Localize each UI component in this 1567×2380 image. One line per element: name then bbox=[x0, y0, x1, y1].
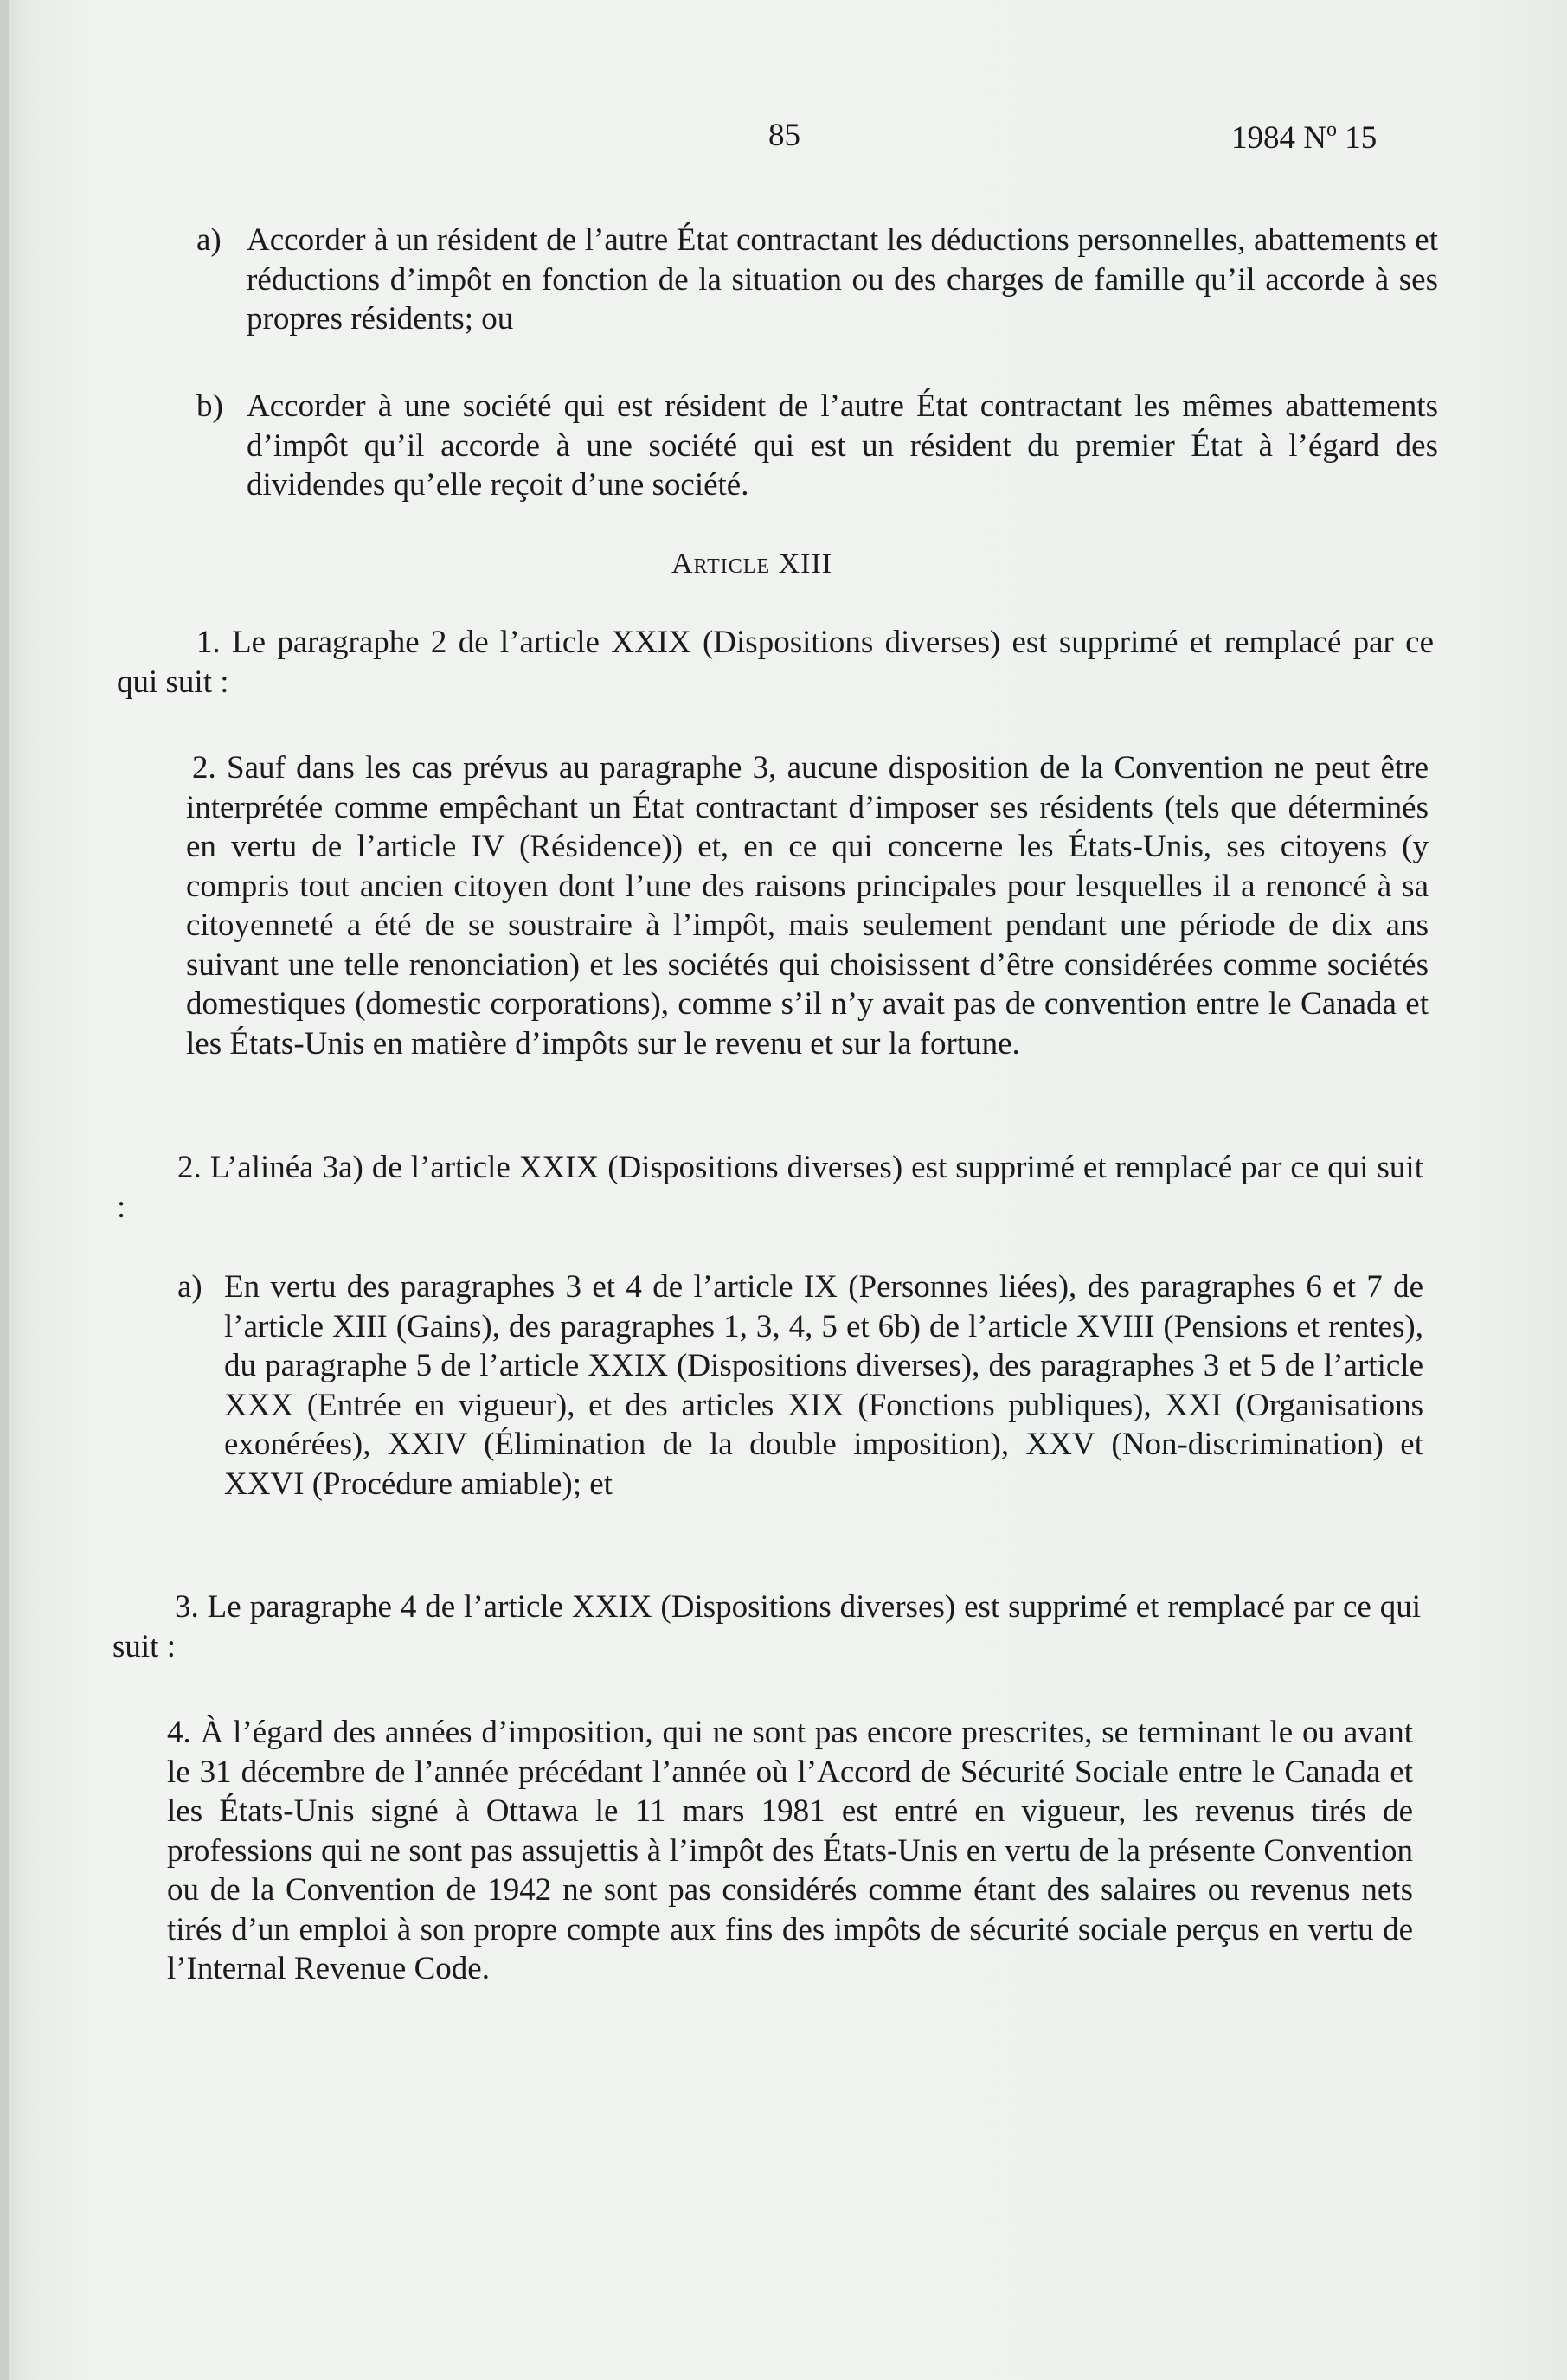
list-item bbox=[196, 387, 1438, 505]
header-issue bbox=[1231, 119, 1377, 154]
header-number-label: N bbox=[1303, 120, 1326, 156]
item-label: a) bbox=[196, 222, 222, 258]
item-text: Accorder à un résident de l’autre État contractant les déductions personnelles, abattements et réductions d’impôt en fonction de la situation ou des charges de famille qu’il accorde à ses propres résidents; ou bbox=[247, 222, 1438, 337]
item-text: Accorder à une société qui est résident de l’autre État contractant les mêmes abattements d’impôt qu’il accorde à une société qui est un résident du premier État à l’égard des dividendes qu’elle reçoit d’une société. bbox=[247, 388, 1438, 503]
paragraph-5: 4. À l’égard des années d’imposition, qui ne sont pas encore prescrites, se terminant le ou avant le 31 décembre de l’année précédant l’année où l’Accord de Sécurité Sociale entre le Canada et les États-Unis signé à Ottawa le 11 mars 1981 est entré en vigueur, les revenus tirés de professions qui ne sont pas assujettis à l’impôt des États-Unis en vertu de la présente Convention ou de la Convention de 1942 ne sont pas considérés comme étant des salaires ou revenus nets tirés d’un emploi à son propre compte aux fins des impôts de sécurité sociale perçus en vertu de l’Internal Revenue Code. bbox=[167, 1715, 1413, 1986]
paragraph-4: 3. Le paragraphe 4 de l’article XXIX (Dispositions diverses) est supprimé et remplacé par ce qui suit : bbox=[112, 1589, 1421, 1665]
header-number-sup: o bbox=[1326, 119, 1337, 141]
article-heading: Article XIII bbox=[671, 548, 833, 580]
item-label: a) bbox=[177, 1269, 202, 1305]
item-text: En vertu des paragraphes 3 et 4 de l’article IX (Personnes liées), des paragraphes 6 et 7 de l’article XIII (Gains), des paragraphes 1, 3, 4, 5 et 6b) de l’article XVIII (Pensions et rentes), du paragraphe 5 de l’article XXIX (Dispositions diverses), des paragraphes 3 et 5 de l’article XXX (Entrée en vigueur), et des articles XIX (Fonctions publiques), XXI (Organisations exonérées), XXIV (Élimination de la double imposition), XXV (Non-discrimination) et XXVI (Procédure amiable); et bbox=[224, 1269, 1423, 1502]
header-year: 1984 bbox=[1231, 120, 1295, 156]
page-binding-shadow bbox=[0, 0, 9, 2380]
paragraph-3: 2. L’alinéa 3a) de l’article XXIX (Dispositions diverses) est supprimé et remplacé par ce qui suit : bbox=[117, 1150, 1423, 1225]
paragraph-1: 1. Le paragraphe 2 de l’article XXIX (Dispositions diverses) est supprimé et remplacé par ce qui suit : bbox=[117, 625, 1434, 700]
list-item bbox=[177, 1267, 1423, 1504]
item-label: b) bbox=[196, 388, 223, 424]
list-item bbox=[196, 221, 1438, 339]
page-number: 85 bbox=[768, 118, 800, 153]
header-number: 15 bbox=[1345, 120, 1378, 156]
paragraph-2: 2. Sauf dans les cas prévus au paragraphe 3, aucune disposition de la Convention ne peut être interprétée comme empêchant un État contractant d’imposer ses résidents (tels que déterminés en vertu de l’article IV (Résidence)) et, en ce qui concerne les États-Unis, ses citoyens (y compris tout ancien citoyen dont l’une des raisons principales pour lesquelles il a renoncé à sa citoyenneté a été de se soustraire à l’impôt, mais seulement pendant une période de dix ans suivant une telle renonciation) et les sociétés qui choisissent d’être considérées comme sociétés domestiques (domestic corporations), comme s’il n’y avait pas de convention entre le Canada et les États-Unis en matière d’impôts sur le revenu et sur la fortune. bbox=[186, 750, 1429, 1062]
